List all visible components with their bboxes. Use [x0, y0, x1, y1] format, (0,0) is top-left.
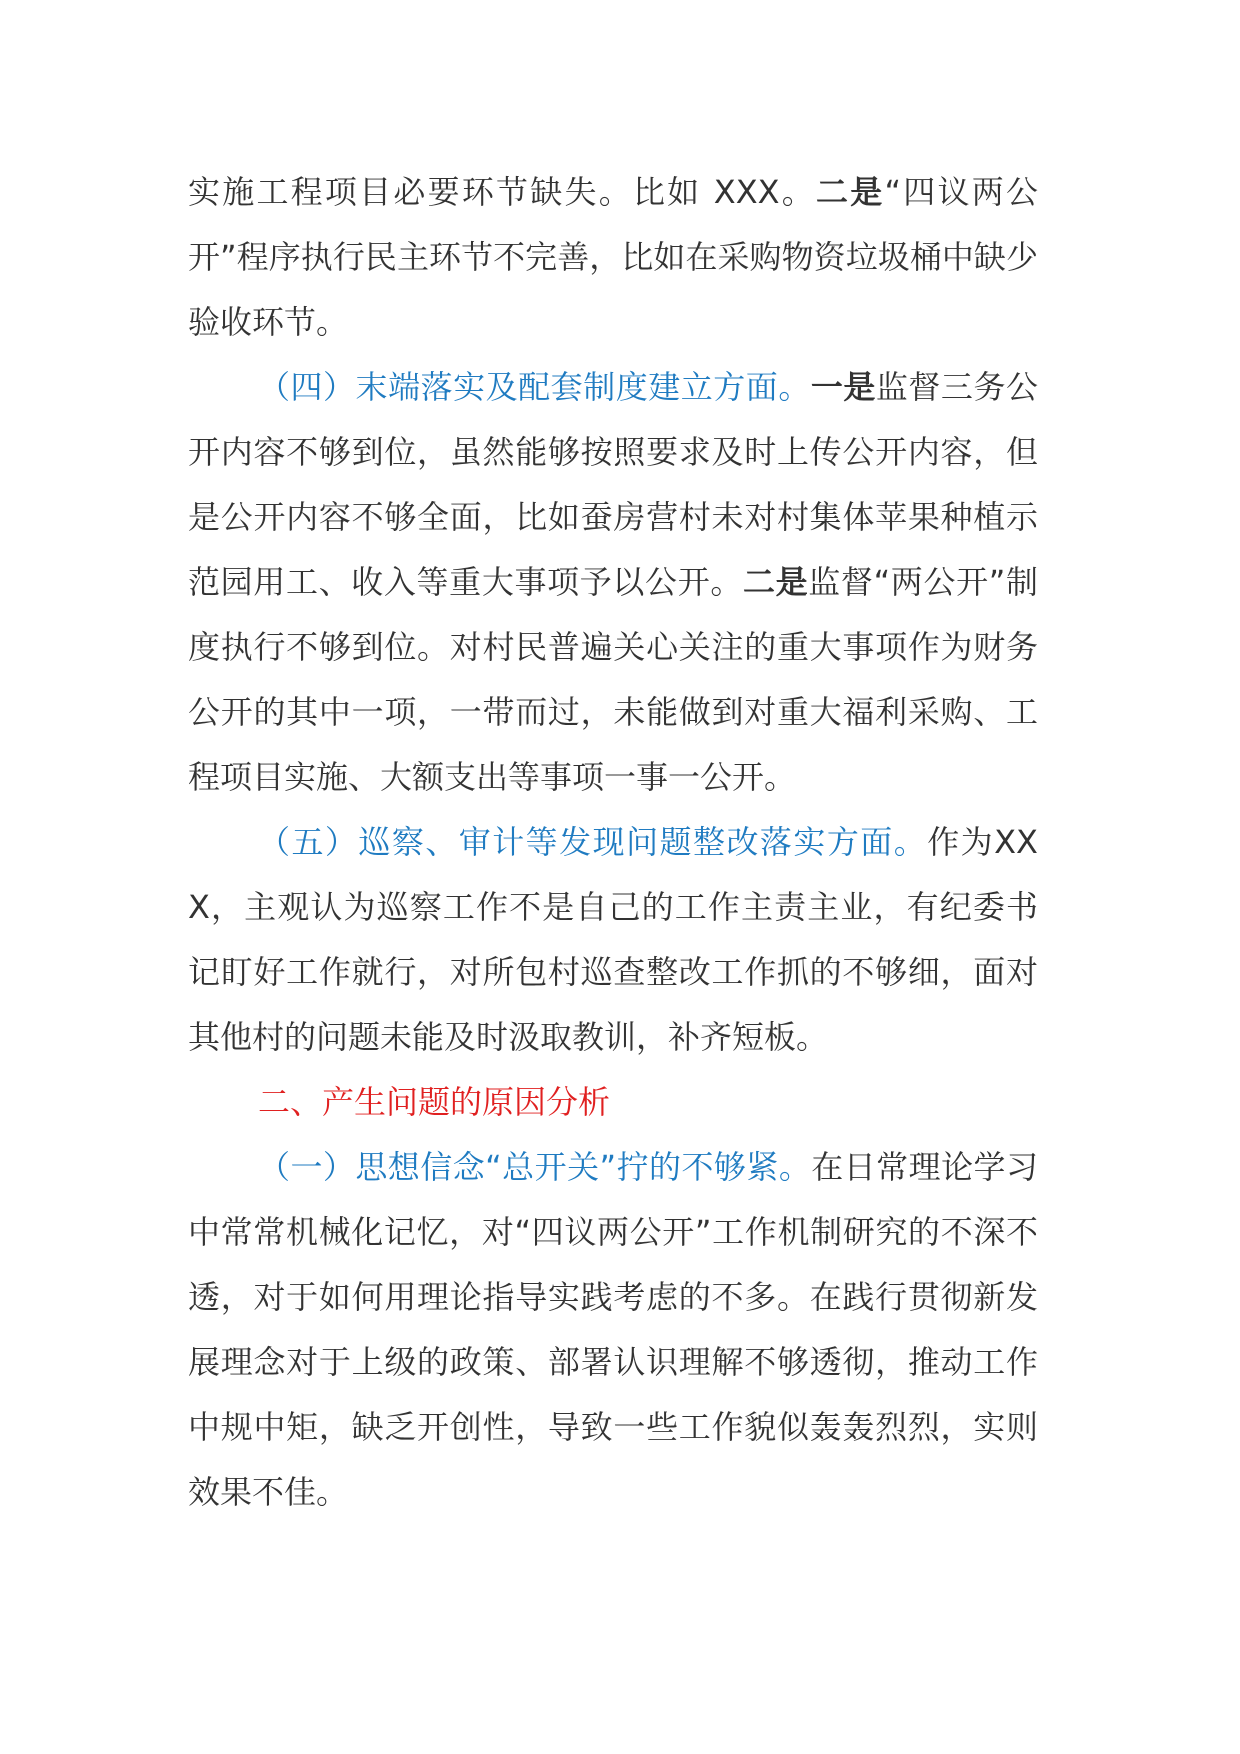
subheading-five: （五）巡察、审计等发现问题整改落实方面。 — [258, 823, 928, 861]
emphasis-first-point: 一是 — [810, 368, 876, 406]
paragraph-text: 在日常理论学习中常常机械化记忆，对“四议两公开”工作机制研究的不深不透，对于如何用理论指导实践考虑的不多。在践行贯彻新发展理念对于上级的政策、部署认识理解不够透彻，推动工作中规中矩，缺乏开创性，导致一些工作貌似轰轰烈烈，实则效果不佳。 — [188, 1148, 1038, 1511]
document-page — [188, 160, 1038, 1525]
paragraph-text: 监督“两公开”制度执行不够到位。对村民普遍关心关注的重大事项作为财务公开的其中一项，一带而过，未能做到对重大福利采购、工程项目实施、大额支出等事项一事一公开。 — [188, 563, 1038, 796]
paragraph-text: 实施工程项目必要环节缺失。比如 XXX。 — [188, 173, 817, 211]
subheading-four: （四）末端落实及配套制度建立方面。 — [258, 368, 811, 406]
emphasis-second-point: 二是 — [742, 563, 809, 601]
emphasis-second-point: 二是 — [816, 173, 885, 211]
paragraph-text: 监督三务公开内容不够到位，虽然能够按照要求及时上传公开内容，但是公开内容不够全面，比如蚕房营村未对村集体苹果种植示范园用工、收入等重大事项予以公开。 — [188, 368, 1038, 601]
section-title: 二、产生问题的原因分析 — [258, 1083, 611, 1121]
paragraph-end-implementation — [188, 355, 1038, 810]
paragraph-ideological-belief — [188, 1135, 1038, 1525]
subheading-one: （一）思想信念“总开关”拧的不够紧。 — [258, 1148, 812, 1186]
paragraph-text: 作为XXX，主观认为巡察工作不是自己的工作主责主业，有纪委书记盯好工作就行，对所包村巡查整改工作抓的不够细，面对其他村的问题未能及时汲取教训，补齐短板。 — [188, 823, 1038, 1056]
paragraph-inspection-rectification — [188, 810, 1038, 1070]
paragraph-text: “四议两公开”程序执行民主环节不完善，比如在采购物资垃圾桶中缺少验收环节。 — [188, 173, 1038, 341]
paragraph-program-execution — [188, 160, 1038, 355]
